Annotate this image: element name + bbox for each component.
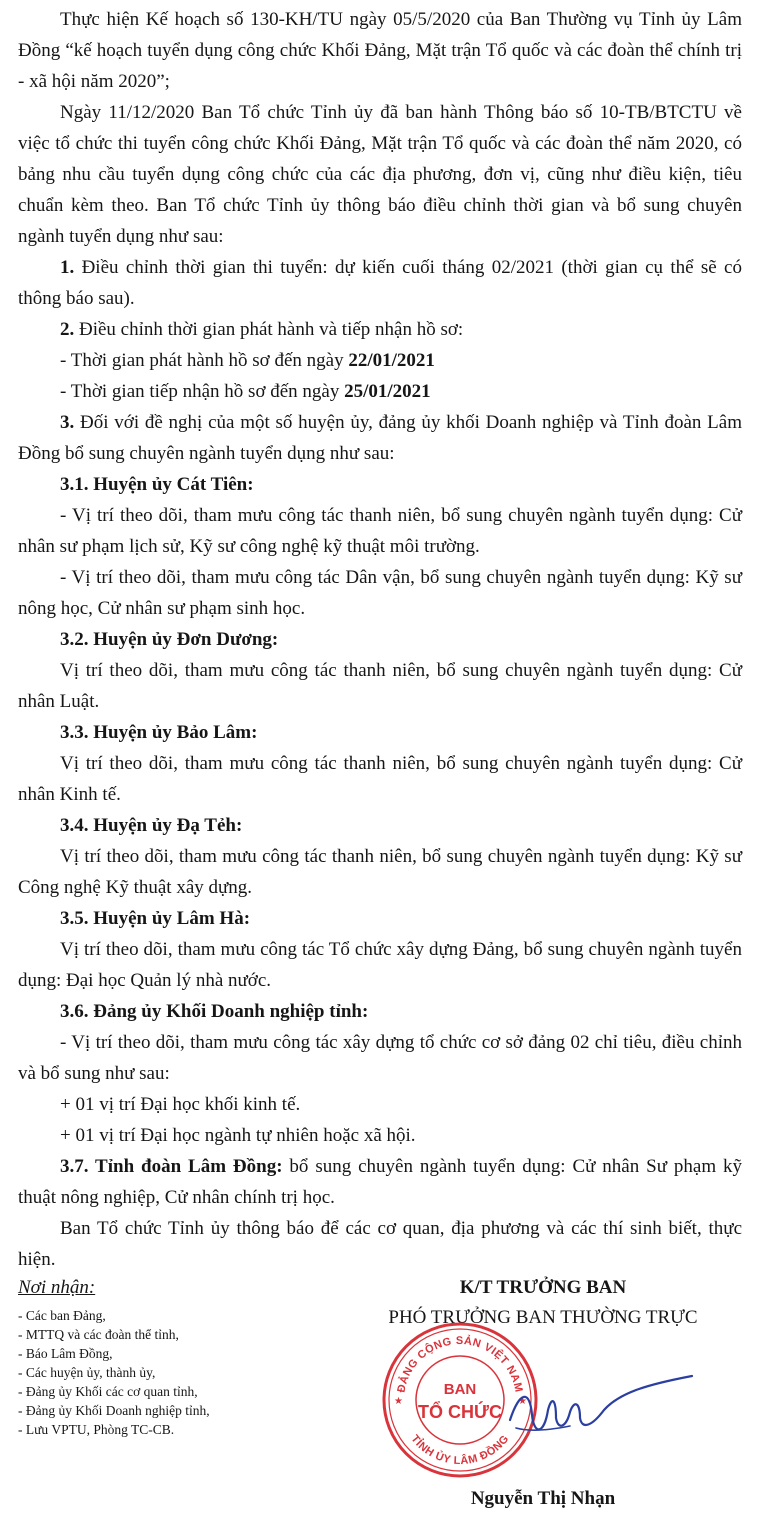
section-3-7 [18, 1151, 742, 1213]
recipient-item: - Đảng ủy Khối Doanh nghiệp tỉnh, [18, 1403, 210, 1418]
item-2-number: 2. [60, 319, 75, 340]
item-1-text: Điều chỉnh thời gian thi tuyển: dự kiến cuối tháng 02/2021 (thời gian cụ thể sẽ có thông báo sau). [18, 257, 742, 309]
recipients-list [18, 1306, 210, 1439]
issue-label: - Thời gian phát hành hồ sơ đến ngày [60, 350, 349, 371]
section-3-1-para-1: - Vị trí theo dõi, tham mưu công tác thanh niên, bổ sung chuyên ngành tuyển dụng: Cử nhân sư phạm lịch sử, Kỹ sư công nghệ kỹ thuật môi trường. [18, 505, 742, 557]
section-3-2-para-1: Vị trí theo dõi, tham mưu công tác thanh niên, bổ sung chuyên ngành tuyển dụng: Cử nhân Luật. [18, 660, 742, 712]
recipient-item: - Các huyện ủy, thành ủy, [18, 1365, 156, 1380]
signature-title-2: PHÓ TRƯỞNG BAN THƯỜNG TRỰC [388, 1307, 698, 1328]
signer-name: Nguyễn Thị Nhạn [470, 1488, 616, 1509]
recipient-item: - Đảng ủy Khối các cơ quan tỉnh, [18, 1384, 198, 1399]
seal-bottom-text: TỈNH ỦY LÂM ĐỒNG [408, 1432, 512, 1468]
item-3 [18, 407, 742, 469]
section-3-6-heading: 3.6. Đảng ủy Khối Doanh nghiệp tỉnh: [60, 1001, 369, 1022]
issue-date: 22/01/2021 [348, 350, 435, 371]
section-3-4-heading: 3.4. Huyện ủy Đạ Tẻh: [60, 815, 243, 836]
intro-paragraph-2: Ngày 11/12/2020 Ban Tổ chức Tỉnh ủy đã ban hành Thông báo số 10-TB/BTCTU về việc tổ chức thi tuyển công chức Khối Đảng, Mặt trận Tổ quốc và các đoàn thể năm 2020, có bảng nhu cầu tuyển dụng công chức của các địa phương, đơn vị, cũng như điều kiện, tiêu chuẩn kèm theo. Ban Tổ chức Tỉnh ủy thông báo điều chỉnh thời gian và bổ sung chuyên ngành tuyển dụng như sau: [18, 102, 742, 247]
item-1 [18, 252, 742, 314]
section-3-1-para-2: - Vị trí theo dõi, tham mưu công tác Dân vận, bổ sung chuyên ngành tuyển dụng: Kỹ sư nông học, Cử nhân sư phạm sinh học. [18, 567, 742, 619]
section-3-6-bullet-2: + 01 vị trí Đại học ngành tự nhiên hoặc xã hội. [60, 1125, 416, 1146]
seal-center-line-1: BAN [443, 1381, 477, 1398]
item-1-number: 1. [60, 257, 75, 278]
section-3-1-heading: 3.1. Huyện ủy Cát Tiên: [60, 474, 254, 495]
recipient-item: - MTTQ và các đoàn thể tỉnh, [18, 1327, 179, 1342]
seal-star-icon: ★ [518, 1396, 527, 1407]
intro-paragraph-1: Thực hiện Kế hoạch số 130-KH/TU ngày 05/5/2020 của Ban Thường vụ Tỉnh ủy Lâm Đồng “kế hoạch tuyển dụng công chức Khối Đảng, Mặt trận Tổ quốc và các đoàn thể chính trị - xã hội năm 2020”; [18, 9, 742, 92]
section-3-5-heading: 3.5. Huyện ủy Lâm Hà: [60, 908, 251, 929]
section-3-4-para-1: Vị trí theo dõi, tham mưu công tác thanh niên, bổ sung chuyên ngành tuyển dụng: Kỹ sư Công nghệ Kỹ thuật xây dựng. [18, 846, 742, 898]
signature-title-1: K/T TRƯỞNG BAN [459, 1277, 627, 1298]
item-3-text: Đối với đề nghị của một số huyện ủy, đảng ủy khối Doanh nghiệp và Tỉnh đoàn Lâm Đồng bổ sung chuyên ngành tuyển dụng như sau: [18, 412, 742, 464]
section-3-3-heading: 3.3. Huyện ủy Bảo Lâm: [60, 722, 258, 743]
section-3-2-heading: 3.2. Huyện ủy Đơn Dương: [60, 629, 279, 650]
item-2-text: Điều chỉnh thời gian phát hành và tiếp nhận hồ sơ: [74, 319, 464, 340]
recipients-title: Nơi nhận: [18, 1277, 96, 1298]
seal-star-icon: ★ [394, 1396, 403, 1407]
section-3-7-heading: 3.7. Tỉnh đoàn Lâm Đồng: [60, 1156, 283, 1177]
section-3-7-text: bổ sung chuyên ngành tuyển dụng: Cử nhân Sư phạm kỹ thuật nông nghiệp, Cử nhân chính trị học. [18, 1156, 742, 1208]
receive-date: 25/01/2021 [344, 381, 431, 402]
handwritten-signature [500, 1370, 700, 1450]
section-3-6-para-1: - Vị trí theo dõi, tham mưu công tác xây dựng tổ chức cơ sở đảng 02 chỉ tiêu, điều chỉnh và bổ sung như sau: [18, 1032, 742, 1084]
seal-top-text: ĐẢNG CỘNG SẢN VIỆT NAM [395, 1334, 525, 1394]
recipient-item: - Lưu VPTU, Phòng TC-CB. [18, 1422, 175, 1437]
receive-deadline [60, 376, 431, 407]
recipient-item: - Các ban Đảng, [18, 1308, 106, 1323]
receive-label: - Thời gian tiếp nhận hồ sơ đến ngày [60, 381, 345, 402]
section-3-6-bullet-1: + 01 vị trí Đại học khối kinh tế. [60, 1094, 301, 1115]
section-3-3-para-1: Vị trí theo dõi, tham mưu công tác thanh niên, bổ sung chuyên ngành tuyển dụng: Cử nhân Kinh tế. [18, 753, 742, 805]
closing-paragraph: Ban Tổ chức Tỉnh ủy thông báo để các cơ quan, địa phương và các thí sinh biết, thực hiện. [18, 1218, 742, 1270]
issue-deadline [60, 345, 435, 376]
seal-center-line-2: TỔ CHỨC [418, 1402, 502, 1422]
recipient-item: - Báo Lâm Đồng, [18, 1346, 113, 1361]
section-3-5-para-1: Vị trí theo dõi, tham mưu công tác Tổ chức xây dựng Đảng, bổ sung chuyên ngành tuyển dụng: Đại học Quản lý nhà nước. [18, 939, 742, 991]
item-3-number: 3. [60, 412, 75, 433]
item-2 [18, 314, 742, 345]
svg-text:TỈNH ỦY LÂM ĐỒNG [408, 1433, 511, 1467]
